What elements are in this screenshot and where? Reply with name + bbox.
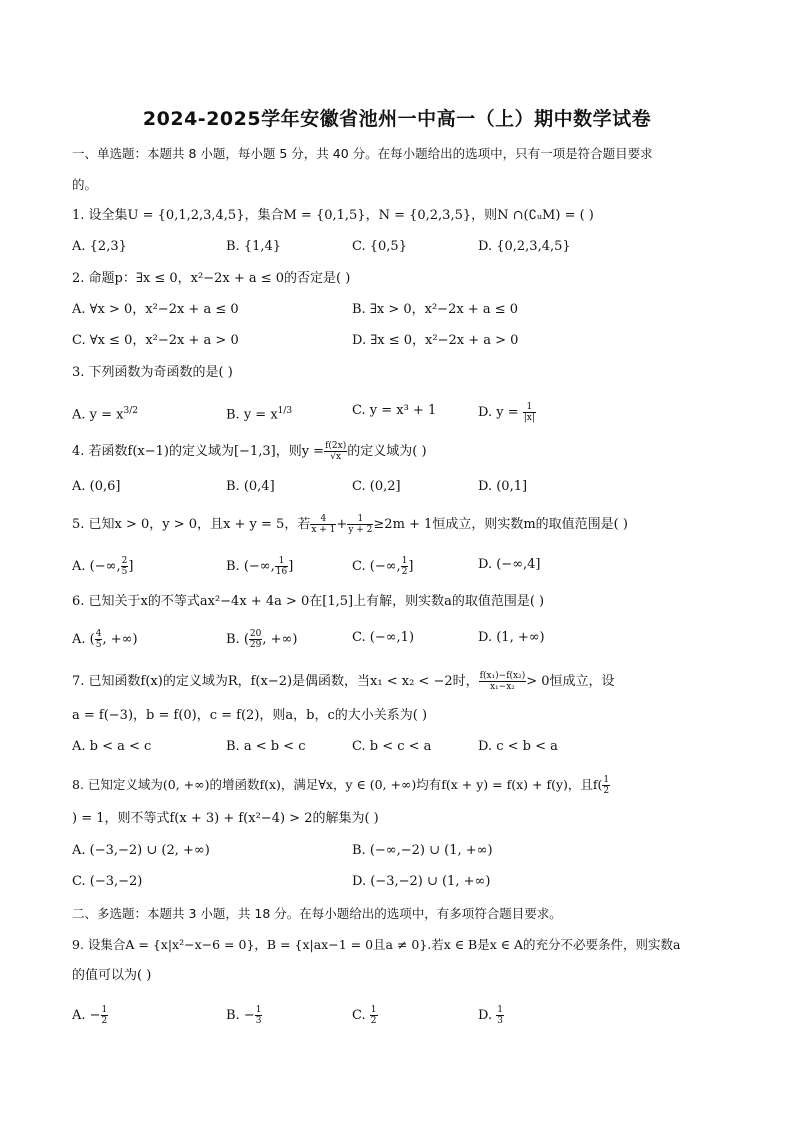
question-2-stem: 2. 命题p：∃x ≤ 0，x²−2x + a ≤ 0的否定是( ) xyxy=(72,271,351,286)
q3-option-d xyxy=(478,402,536,423)
question-4-stem: 4. 若函数f(x−1)的定义域为[−1,3]，则y = $\frac{f(2x)}{√x}$ 的定义域为( ) xyxy=(72,441,427,462)
q5-option-b: B. (−∞, $\frac{1}{16}$ ] xyxy=(226,556,294,577)
q1-option-d: D. {0,2,3,4,5} xyxy=(478,239,571,254)
q3-a-base: A. y = x xyxy=(72,407,124,423)
q8-option-d: D. (−3,−2) ∪ (1, +∞) xyxy=(352,874,491,889)
q1-option-c: C. {0,5} xyxy=(352,239,407,254)
q1-option-a: A. {2,3} xyxy=(72,239,127,254)
question-1-stem: 1. 设全集U = {0,1,2,3,4,5}，集合M = {0,1,5}，N = {0,2,3,5}，则N ∩(∁ᵤM) = ( ) xyxy=(72,208,594,223)
q7-fraction: $\frac{\text{f(x₁)−f(x₂)}}{\text{x₁−x₂}}$ xyxy=(479,671,526,692)
q2-option-d: D. ∃x ≤ 0，x²−2x + a > 0 xyxy=(352,333,519,348)
section2-heading: 二、多选题：本题共 3 小题，共 18 分。在每小题给出的选项中，有多项符合题目要求。 xyxy=(72,906,562,921)
q5-fraction-2: $\frac{1}{y + 2}$ xyxy=(348,514,373,535)
q8-option-a: A. (−3,−2) ∪ (2, +∞) xyxy=(72,843,210,858)
question-8-stem-cont: ) = 1，则不等式f(x + 3) + f(x²−4) > 2的解集为( ) xyxy=(72,811,379,826)
q3-option-a xyxy=(72,402,138,424)
q7-option-d: D. c < b < a xyxy=(478,739,558,754)
q6-option-d: D. (1, +∞) xyxy=(478,630,545,645)
q1-option-b: B. {1,4} xyxy=(226,239,282,254)
q5-option-c: C. (−∞, $\frac{1}{2}$ ] xyxy=(352,556,414,577)
q9-option-d: D. $\frac{1}{3}$ xyxy=(478,1005,503,1026)
q7-option-c: C. b < c < a xyxy=(352,739,432,754)
q6-option-a: A. ( $\frac{4}{5}$ , +∞) xyxy=(72,629,138,650)
question-8-stem: 8. 已知定义域为(0, +∞)的增函数f(x)，满足∀x，y ∈ (0, +∞)均有f(x + y) = f(x) + f(y)，且f( $\frac{1}{2}$ xyxy=(72,775,610,796)
q3-d-label: D. y = xyxy=(478,405,519,420)
page-title: 2024-2025学年安徽省池州一中高一（上）期中数学试卷 xyxy=(142,108,652,130)
q8-option-b: B. (−∞,−2) ∪ (1, +∞) xyxy=(352,843,493,858)
q2-option-b: B. ∃x > 0，x²−2x + a ≤ 0 xyxy=(352,302,519,317)
q5-option-d: D. (−∞,4] xyxy=(478,557,541,572)
q3-option-b xyxy=(226,402,292,424)
q6-option-c: C. (−∞,1) xyxy=(352,630,415,645)
question-3-stem: 3. 下列函数为奇函数的是( ) xyxy=(72,365,233,380)
q5-fraction-1: $\frac{4}{x + 1}$ xyxy=(311,514,336,535)
q4-option-b: B. (0,4] xyxy=(226,479,275,494)
q4-fraction: $\frac{f(2x)}{√x}$ xyxy=(325,441,347,462)
question-9-stem: 9. 设集合A = {x|x²−x−6 = 0}，B = {x|ax−1 = 0且a ≠ 0}.若x ∈ B是x ∈ A的充分不必要条件，则实数a xyxy=(72,937,681,952)
q6-option-b: B. ( $\frac{20}{29}$ , +∞) xyxy=(226,629,298,650)
question-9-stem-cont: 的值可以为( ) xyxy=(72,968,152,983)
q2-option-c: C. ∀x ≤ 0，x²−2x + a > 0 xyxy=(72,333,239,348)
q4-option-c: C. (0,2] xyxy=(352,479,401,494)
q3-d-fraction: $\frac{1}{|x|}$ xyxy=(523,402,535,423)
q7-option-a: A. b < a < c xyxy=(72,739,152,754)
q4-option-d: D. (0,1] xyxy=(478,479,528,494)
q2-option-a: A. ∀x > 0，x²−2x + a ≤ 0 xyxy=(72,302,239,317)
section1-heading-cont: 的。 xyxy=(72,177,98,192)
q3-b-exponent: 1/3 xyxy=(277,406,293,416)
q3-a-exponent: 3/2 xyxy=(123,406,138,416)
q9-option-c: C. $\frac{1}{2}$ xyxy=(352,1005,377,1026)
q4-option-a: A. (0,6] xyxy=(72,479,121,494)
question-7-stem-cont: a = f(−3)，b = f(0)，c = f(2)，则a，b，c的大小关系为( ) xyxy=(72,708,428,723)
q9-option-a: A. − $\frac{1}{2}$ xyxy=(72,1005,108,1026)
q3-b-base: B. y = x xyxy=(226,407,278,423)
q9-option-b: B. − $\frac{1}{3}$ xyxy=(226,1005,262,1026)
q3-option-c: C. y = x³ + 1 xyxy=(352,403,437,418)
question-6-stem: 6. 已知关于x的不等式ax²−4x + 4a > 0在[1,5]上有解，则实数a的取值范围是( ) xyxy=(72,594,545,609)
question-7-stem: 7. 已知函数f(x)的定义域为R，f(x−2)是偶函数，当x₁ < x₂ < −2时， $\frac{\text{f(x₁)−f(x₂)}}{\text{x₁−x₂}}$ > 0恒成立，设 xyxy=(72,671,615,692)
q7-option-b: B. a < b < c xyxy=(226,739,306,754)
q8-fraction: $\frac{1}{2}$ xyxy=(603,775,610,796)
q8-option-c: C. (−3,−2) xyxy=(72,874,143,889)
q5-option-a: A. (−∞, $\frac{2}{5}$ ] xyxy=(72,556,134,577)
question-5-stem: 5. 已知x > 0，y > 0，且x + y = 5，若 $\frac{4}{x + 1}$ + $\frac{1}{y + 2}$ ≥2m + 1恒成立，则实数m的取值范围是( ) xyxy=(72,514,628,535)
section1-heading: 一、单选题：本题共 8 小题，每小题 5 分，共 40 分。在每小题给出的选项中，只有一项是符合题目要求 xyxy=(72,146,653,161)
